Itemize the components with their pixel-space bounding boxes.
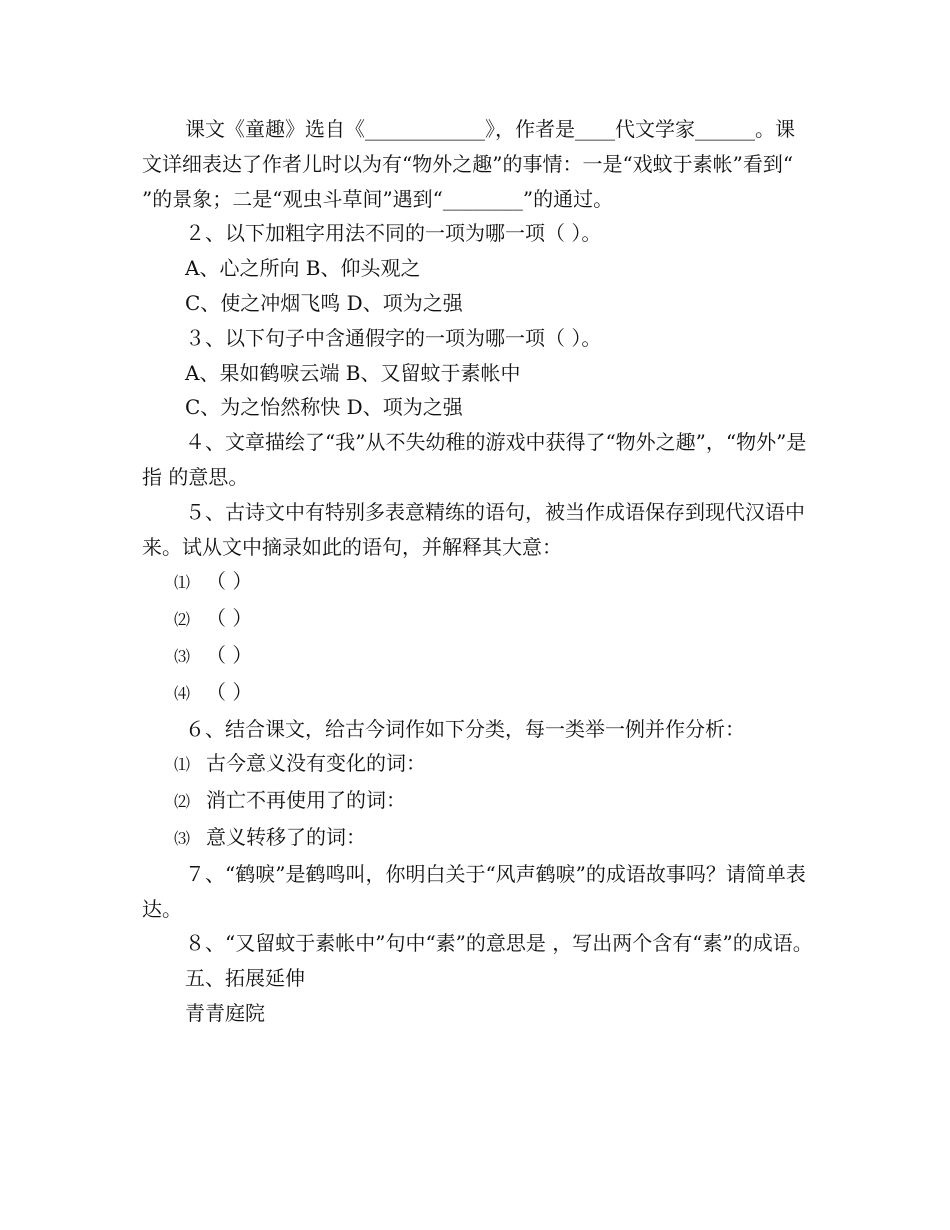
item-number: ⑷ (174, 683, 191, 703)
question-6-item (142, 746, 814, 783)
question-2: ２、以下加粗字用法不同的一项为哪一项（ ）。 (185, 221, 602, 246)
question-6-item (142, 783, 814, 820)
question-6: ６、结合课文，给古今词作如下分类，每一类举一例并作分析： (185, 716, 745, 741)
item-number: ⑶ (174, 828, 191, 848)
section-heading: 五、拓展延伸 (185, 966, 305, 991)
question-5-item (142, 675, 814, 712)
question-4: ４、文章描绘了“我”从不失幼稚的游戏中获得了“物外之趣”，“物外”是指 的意思。 (142, 430, 807, 489)
item-number: ⑶ (174, 646, 191, 666)
question-2-option-row: C、使之冲烟飞鸣 D、项为之强 (185, 290, 463, 315)
question-6-item (142, 820, 814, 857)
item-text: （ ） (206, 606, 253, 631)
item-number: ⑴ (174, 755, 191, 775)
item-text: 古今意义没有变化的词： (206, 751, 426, 776)
question-3: ３、以下句子中含通假字的一项为哪一项（ ）。 (185, 325, 602, 350)
reading-title: 青青庭院 (185, 1000, 265, 1025)
item-text: （ ） (206, 569, 253, 594)
item-number: ⑵ (174, 792, 191, 812)
question-5-item (142, 601, 814, 638)
item-number: ⑴ (174, 573, 191, 593)
question-5-item (142, 638, 814, 675)
item-number: ⑵ (174, 610, 191, 630)
item-text: （ ） (206, 679, 253, 704)
question-1: 课文《童趣》选自《____________》，作者是____代文学家______。课文详细表达了作者儿时以为有“物外之趣”的事情：一是“戏蚊于素帐”看到“ ”的景象；二是“观虫斗草间”遇到“________”的通过。 (142, 117, 795, 211)
question-2-option-row: A、心之所向 B、仰头观之 (185, 256, 421, 281)
question-3-option-row: A、果如鹤唳云端 B、又留蚊于素帐中 (185, 360, 521, 385)
question-8: ８、“又留蚊于素帐中”句中“素”的意思是 ，写出两个含有“素”的成语。 (185, 931, 813, 956)
item-text: 意义转移了的词： (206, 824, 366, 849)
question-5: ５、古诗文中有特别多表意精练的语句，被当作成语保存到现代汉语中来。试从文中摘录如此的语句，并解释其大意： (142, 499, 805, 559)
question-3-option-row: C、为之怡然称快 D、项为之强 (185, 395, 463, 420)
question-5-item (142, 564, 814, 601)
document-page (142, 112, 814, 1031)
item-text: 消亡不再使用了的词： (206, 788, 406, 813)
question-7: ７、“鹤唳”是鹤鸣叫，你明白关于“风声鹤唳”的成语故事吗？请简单表达。 (142, 861, 806, 921)
item-text: （ ） (206, 642, 253, 667)
